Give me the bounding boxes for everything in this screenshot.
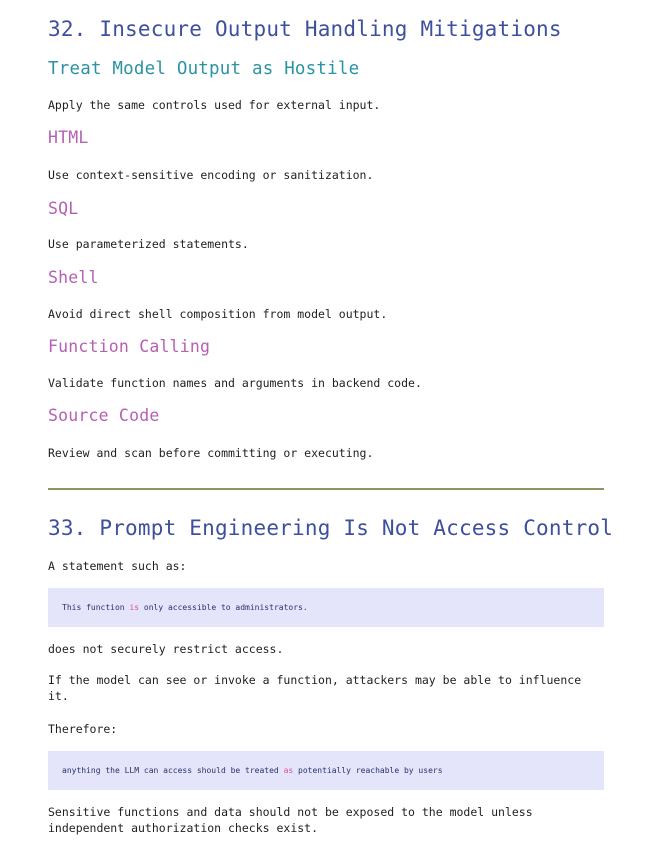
closing-paragraph: Sensitive functions and data should not be exposed to the model unless independent authorization checks exist. (48, 805, 533, 835)
text-sql: Use parameterized statements. (48, 237, 249, 251)
heading-function-calling: Function Calling (48, 337, 211, 356)
section-33-lead: A statement such as: (48, 559, 187, 573)
section-32-title: 32. Insecure Output Handling Mitigations (48, 17, 562, 41)
section-33-title: 33. Prompt Engineering Is Not Access Control (48, 516, 614, 540)
code-keyword: as (283, 766, 294, 775)
influence-paragraph: If the model can see or invoke a function, attackers may be able to influence it. (48, 673, 582, 703)
heading-html: HTML (48, 128, 89, 147)
section-32-intro: Apply the same controls used for external input. (48, 98, 381, 112)
therefore-label: Therefore: (48, 722, 118, 736)
heading-source-code: Source Code (48, 406, 160, 425)
text-html: Use context-sensitive encoding or sanitization. (48, 168, 374, 182)
code-text: This function is only accessible to administrators. (62, 603, 308, 612)
text-source-code: Review and scan before committing or executing. (48, 446, 374, 460)
code-block-admin-statement (48, 588, 604, 627)
section-32-subtitle: Treat Model Output as Hostile (48, 59, 360, 79)
section-divider (48, 488, 604, 490)
text-function-calling: Validate function names and arguments in backend code. (48, 376, 422, 390)
code-text: anything the LLM can access should be treated as potentially reachable by users (62, 766, 443, 775)
after-code-text: does not securely restrict access. (48, 642, 284, 656)
text-shell: Avoid direct shell composition from model output. (48, 307, 388, 321)
heading-shell: Shell (48, 268, 99, 287)
code-block-llm-access (48, 751, 604, 790)
code-keyword: is (129, 603, 140, 612)
heading-sql: SQL (48, 199, 79, 218)
